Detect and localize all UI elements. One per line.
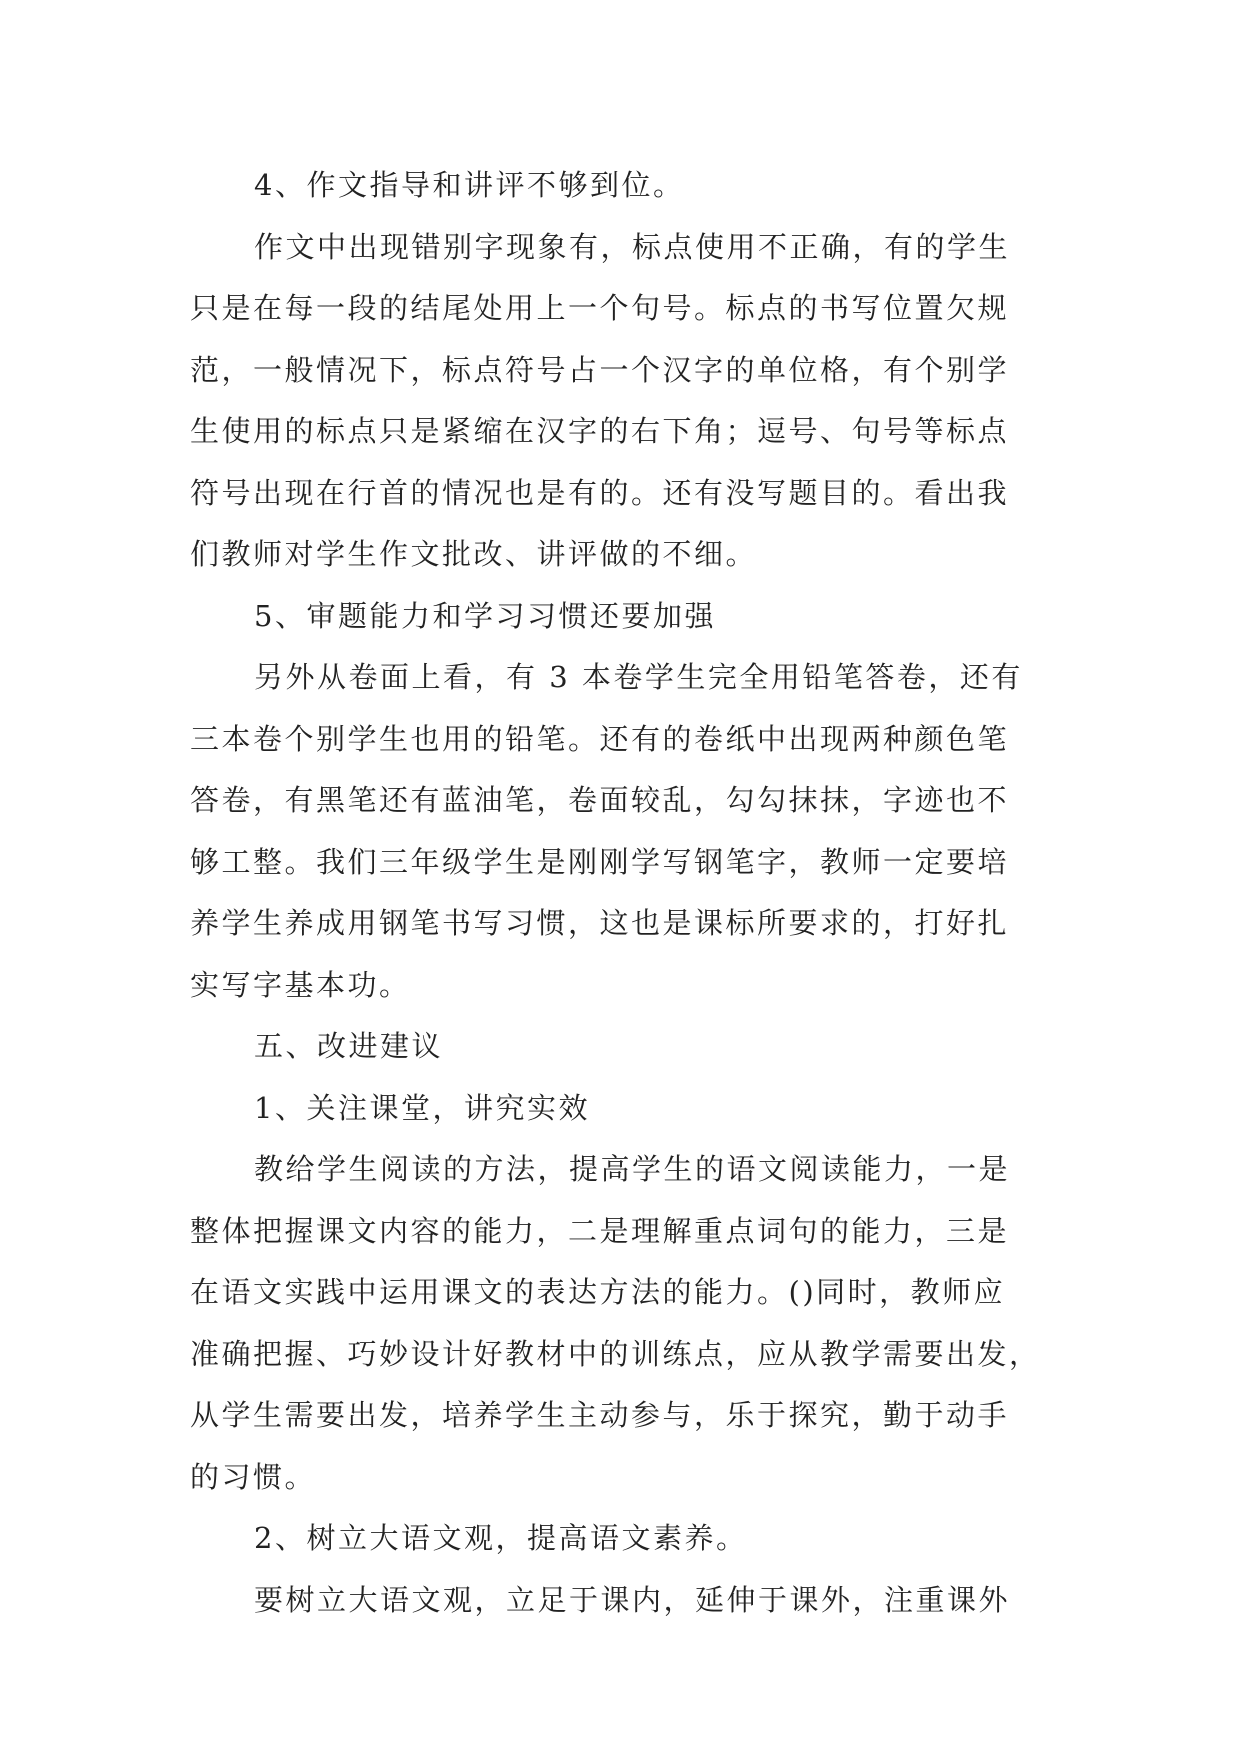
paragraph-line: 准确把握、巧妙设计好教材中的训练点，应从教学需要出发，: [190, 1336, 1041, 1371]
paragraph-line: 的习惯。: [190, 1459, 317, 1494]
paragraph-line: 范，一般情况下，标点符号占一个汉字的单位格，有个别学: [190, 352, 1010, 387]
paragraph-line: 答卷，有黑笔还有蓝油笔，卷面较乱，勾勾抹抹，字迹也不: [190, 783, 1010, 817]
heading-study-habits: 5、审题能力和学习习惯还要加强: [254, 598, 716, 633]
paragraph-line: 生使用的标点只是紧缩在汉字的右下角；逗号、句号等标点: [190, 414, 1010, 448]
paragraph-line: 只是在每一段的结尾处用上一个句号。标点的书写位置欠规: [190, 291, 1010, 325]
paragraph-line: 够工整。我们三年级学生是刚刚学写钢笔字，教师一定要培: [190, 844, 1010, 879]
paragraph-line: 整体把握课文内容的能力，二是理解重点词句的能力，三是: [190, 1213, 1010, 1248]
paragraph-line: 教给学生阅读的方法，提高学生的语文阅读能力，一是: [254, 1152, 1011, 1186]
paragraph-line: 另外从卷面上看，有 3 本卷学生完全用铅笔答卷，还有: [254, 660, 1023, 694]
paragraph-line: 实写字基本功。: [190, 967, 411, 1002]
heading-focus-classroom: 1、关注课堂，讲究实效: [254, 1090, 590, 1125]
paragraph-line: 三本卷个别学生也用的铅笔。还有的卷纸中出现两种颜色笔: [190, 721, 1010, 756]
paragraph-line: 要树立大语文观，立足于课内，延伸于课外，注重课外: [254, 1582, 1011, 1617]
paragraph-line: 养学生养成用钢笔书写习惯，这也是课标所要求的，打好扎: [190, 906, 1010, 940]
section-heading-improvement: 五、改进建议: [254, 1029, 444, 1063]
paragraph-line: 作文中出现错别字现象有，标点使用不正确，有的学生: [254, 229, 1011, 264]
paragraph-line: 在语文实践中运用课文的表达方法的能力。()同时，教师应: [190, 1275, 1006, 1309]
paragraph-line: 们教师对学生作文批改、讲评做的不细。: [190, 537, 758, 571]
heading-composition-guidance: 4、作文指导和讲评不够到位。: [254, 168, 685, 202]
paragraph-line: 从学生需要出发，培养学生主动参与，乐于探究，勤于动手: [190, 1398, 1010, 1432]
document-body: [190, 155, 1050, 1631]
heading-chinese-literacy: 2、树立大语文观，提高语文素养。: [254, 1521, 748, 1555]
paragraph-line: 符号出现在行首的情况也是有的。还有没写题目的。看出我: [190, 475, 1010, 510]
